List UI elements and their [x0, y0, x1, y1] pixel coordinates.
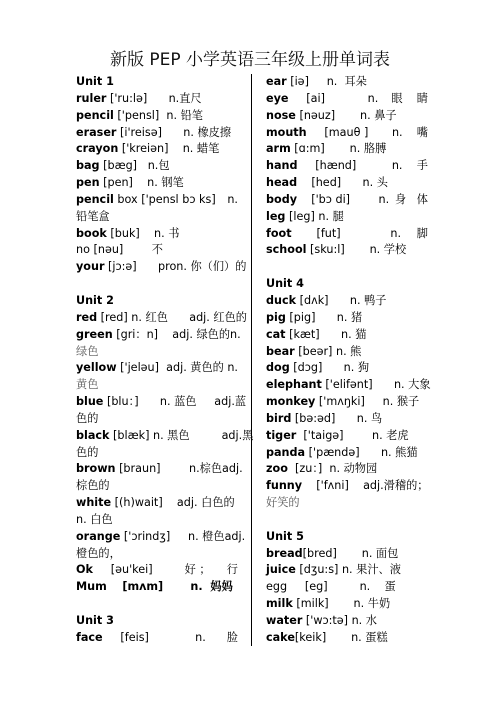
vocab-definition: [red] n. 红色 adj. 红色的: [97, 310, 247, 324]
vocab-entry-tail: 行: [226, 563, 238, 577]
vocab-entry-main: foot [fut] n.: [266, 226, 402, 240]
vocab-word: bread: [266, 546, 303, 560]
vocab-entry: [266, 108, 428, 125]
vocab-entry-main: face [feis] n.: [76, 630, 206, 644]
vocab-definition: [i'reisə] n. 橡皮擦: [116, 125, 232, 139]
vocab-entry: [266, 192, 428, 209]
vocab-word: monkey: [266, 395, 316, 409]
vocab-entry-main: orange ['ɔrindʒ] n. 橙色: [76, 529, 225, 543]
vocab-entry: [76, 125, 238, 142]
vocab-entry: [266, 344, 428, 361]
vocab-definition: [keik] n. 蛋糕: [294, 630, 388, 644]
vocab-entry: [76, 310, 247, 327]
vocab-entry: [266, 158, 428, 175]
vocab-word: leg: [266, 209, 286, 223]
continuation-line: egg [eg] n. 蛋: [266, 580, 396, 594]
vocab-definition: ['elifənt] n. 大象: [321, 378, 431, 392]
vocab-word: your: [76, 260, 105, 274]
vocab-entry: [266, 327, 428, 344]
vocab-word: pen: [76, 176, 100, 190]
vocab-definition: [dʒu:s] n. 果汁、液: [295, 563, 401, 577]
vocab-definition: ['ru:lə] n.直尺: [106, 91, 202, 105]
vocab-entry: [76, 108, 238, 125]
vocab-entry-main: hand [hænd] n.: [266, 159, 403, 173]
vocab-entry-tail: 滑稽的；: [383, 479, 429, 493]
vocab-entry: [266, 445, 428, 462]
vocab-word: pencil: [76, 108, 114, 122]
vocab-entry: [266, 74, 428, 91]
vocab-entry: [76, 630, 238, 647]
vocab-definition: ['pændə] n. 熊猫: [305, 445, 418, 459]
vocab-entry: [76, 141, 238, 158]
unit-heading: Unit 3: [76, 614, 114, 627]
vocab-definition: ['mʌŋki] n. 猴子: [315, 395, 420, 409]
vocab-entry-main: yellow ['jeləu] adj. 黄色的: [76, 361, 224, 375]
vocab-entry: [266, 310, 428, 327]
vocab-definition: [nəuz] n. 鼻子: [295, 108, 397, 122]
vocab-word: panda: [266, 445, 306, 459]
continuation-line: 绿色: [76, 344, 99, 358]
spacer: [266, 259, 428, 276]
vocab-entry-main: white [(h)wait] adj. 白色的: [76, 496, 235, 510]
vocab-entry-main: pencil box ['pensl bɔ ks]: [76, 192, 216, 206]
vocab-entry: [266, 411, 428, 428]
vocab-word: eraser: [76, 125, 117, 139]
unit-heading: Unit 2: [76, 293, 114, 307]
vocab-entry-tail: 身 体: [394, 192, 428, 206]
vocab-entry: [76, 259, 247, 276]
vocab-entry: [266, 242, 428, 259]
vocab-entry: [76, 394, 247, 411]
left-column: [76, 74, 254, 647]
vocab-entry: [266, 377, 431, 394]
vocab-entry-tail: adj.: [224, 529, 246, 543]
vocab-word: head: [266, 176, 298, 190]
vocab-entry: [76, 529, 246, 546]
vocab-definition: [pig] n. 猪: [285, 310, 363, 324]
vocab-entry-main: black [blæk] n. 黑色 adj.: [76, 428, 243, 442]
vocab-definition: [leg] n. 腿: [285, 209, 344, 223]
spacer: [76, 596, 238, 613]
vocab-word: ruler: [76, 91, 107, 105]
vocab-entry: [266, 91, 428, 108]
vocab-definition: [bæg] n.包: [99, 159, 170, 173]
vocab-definition: [dɔg] n. 狗: [289, 361, 370, 375]
vocab-definition: [sku:l] n. 学校: [306, 243, 407, 257]
vocab-entry: [266, 562, 428, 579]
vocab-word: crayon: [76, 142, 119, 156]
spacer: [76, 276, 238, 293]
vocab-entry-main: Ok [əu'kei] 好 ；: [76, 563, 211, 577]
vocab-entry: [76, 428, 254, 445]
vocab-word: cake: [266, 630, 295, 644]
vocab-definition: ['kreiən] n. 蜡笔: [118, 142, 220, 156]
continuation-line: 黄色: [76, 378, 99, 392]
vocab-definition: ['wɔ:tə] n. 水: [302, 614, 377, 627]
vocab-entry: [76, 327, 241, 344]
vocab-entry: [76, 91, 238, 108]
vocab-definition: ['pensl] n. 铅笔: [113, 108, 203, 122]
vocab-word: bag: [76, 159, 100, 173]
vocab-entry: [266, 428, 428, 445]
vocab-definition: [milk] n. 牛奶: [292, 597, 391, 611]
vocab-entry: [76, 562, 238, 579]
vocab-word: bear: [266, 344, 295, 358]
continuation-line: 棕色的: [76, 479, 110, 493]
vocab-entry-main: green [gri：n] adj. 绿色的: [76, 327, 231, 341]
vocab-entry-main: mouth [mauθ ]: [266, 125, 369, 139]
vocab-word: bird: [266, 411, 292, 425]
vocab-entry-tail: n.: [227, 361, 238, 375]
vocab-entry-tail: 眼 睛: [391, 91, 428, 105]
vocab-entry: [266, 360, 428, 377]
vocab-entry-tail: n.: [230, 327, 241, 341]
vocab-definition: ['taigə] n. 老虎: [296, 428, 409, 442]
vocab-entry-tail: 黑: [242, 428, 254, 442]
unit-heading: Unit 4: [266, 277, 304, 291]
vocab-entry: [266, 478, 428, 495]
vocab-entry-main: blue [blu：] n. 蓝色 adj.: [76, 395, 235, 409]
vocab-definition: [iə] n. 耳朵: [286, 75, 367, 88]
vocab-definition: [jɔ:ə] pron. 你（们）的: [104, 260, 247, 274]
vocab-word: cat: [266, 327, 286, 341]
vocab-word: book: [76, 226, 107, 240]
vocab-entry-tail: adj.: [222, 462, 243, 476]
vocab-entry-tail: 脚: [416, 226, 428, 240]
vocab-word: school: [266, 243, 307, 257]
vocab-entry: [266, 125, 428, 142]
vocab-entry: [266, 175, 428, 192]
vocab-entry: [266, 293, 428, 310]
vocab-definition: [ɑ:m] n. 胳膊: [290, 142, 387, 156]
continuation-line: 橙色的，: [76, 546, 121, 560]
vocab-definition: [buk] n. 书: [106, 226, 180, 240]
vocab-definition: [bred] n. 面包: [302, 546, 399, 560]
vocab-word: zoo: [266, 462, 288, 476]
vocab-entry: [266, 613, 428, 630]
vocab-word: duck: [266, 293, 297, 307]
vocab-word: tiger: [266, 428, 297, 442]
vocab-entry: [266, 141, 428, 158]
column-divider: [251, 74, 252, 646]
vocab-entry: [76, 495, 238, 512]
continuation-line: no [nəu] 不: [76, 243, 163, 257]
vocab-word: water: [266, 614, 303, 627]
vocab-word: ear: [266, 75, 287, 88]
vocab-entry: [266, 209, 428, 226]
vocab-word: dog: [266, 361, 290, 375]
vocab-entry: [266, 546, 428, 563]
continuation-line: 色的: [76, 445, 99, 459]
continuation-line: Mum [mʌm] n. 妈妈: [76, 580, 233, 594]
vocab-entry: [76, 226, 238, 243]
continuation-line: 色的: [76, 411, 99, 425]
vocab-entry-tail: n.: [227, 192, 238, 206]
page-title: 新版 PEP 小学英语三年级上册单词表: [109, 50, 391, 70]
vocab-entry: [266, 630, 428, 647]
vocab-word: elephant: [266, 378, 322, 392]
vocab-entry-main: funny ['fʌni] adj.: [266, 479, 384, 493]
vocab-definition: [pen] n. 钢笔: [99, 176, 184, 190]
vocab-entry: [266, 226, 428, 243]
vocab-entry-tail: 脸: [226, 630, 238, 644]
vocab-word: red: [76, 310, 98, 324]
continuation-line: n. 白色: [76, 512, 113, 526]
vocab-entry-main: eye [ai] n.: [266, 91, 379, 105]
vocab-definition: [zu：] n. 动物园: [287, 462, 378, 476]
vocab-definition: [bə:əd] n. 鸟: [291, 411, 383, 425]
continuation-line: 铅笔盒: [76, 209, 110, 223]
vocab-entry: [76, 175, 238, 192]
vocab-entry-main: body ['bɔ di] n.: [266, 192, 390, 206]
vocab-word: arm: [266, 142, 291, 156]
continuation-line: 好笑的: [266, 496, 300, 510]
vocab-entry: [266, 394, 428, 411]
unit-heading: Unit 1: [76, 75, 114, 88]
vocab-entry: [76, 461, 243, 478]
vocab-entry-main: brown [braun] n.棕色: [76, 462, 223, 476]
vocab-entry-tail: 手: [416, 159, 428, 173]
vocab-word: nose: [266, 108, 296, 122]
vocab-entry: [76, 158, 238, 175]
vocab-definition: [dʌk] n. 鸭子: [296, 293, 387, 307]
vocab-entry: [266, 461, 428, 478]
vocab-definition: [beər] n. 熊: [294, 344, 362, 358]
vocab-entry: [76, 192, 238, 209]
vocab-word: pig: [266, 310, 286, 324]
vocab-definition: [kæt] n. 猫: [285, 327, 367, 341]
unit-heading: Unit 5: [266, 529, 304, 543]
vocab-entry: [266, 596, 428, 613]
spacer: [266, 512, 428, 529]
vocab-entry: [76, 360, 238, 377]
vocab-word: juice: [266, 563, 296, 577]
vocab-definition: [hed] n. 头: [297, 176, 388, 190]
right-column: [266, 74, 431, 647]
vocab-word: milk: [266, 597, 293, 611]
vocab-entry-tail: n. 嘴: [391, 125, 428, 139]
vocab-entry-tail: 蓝: [234, 395, 247, 409]
